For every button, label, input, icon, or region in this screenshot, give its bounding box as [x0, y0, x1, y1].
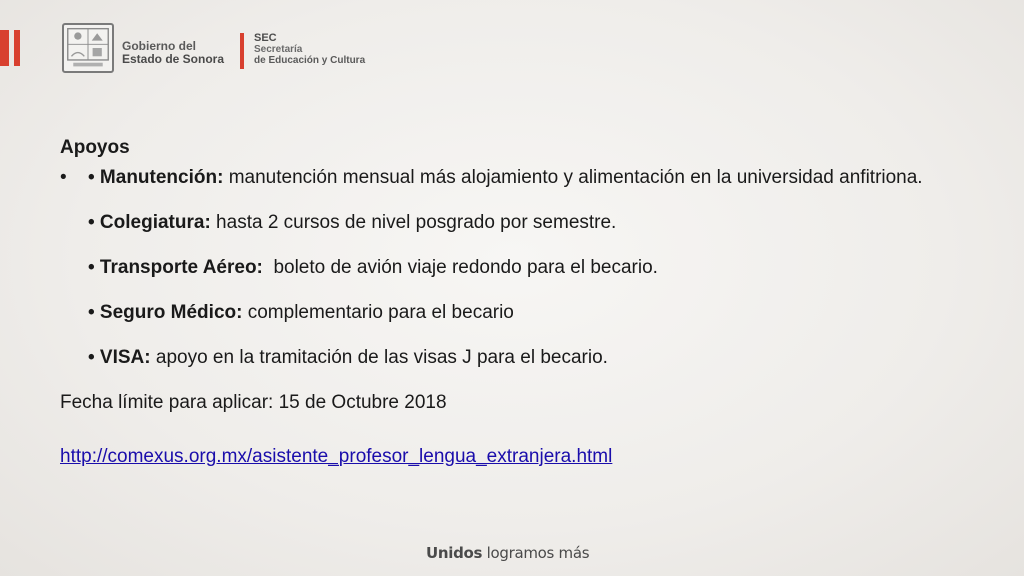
- list-item: [88, 256, 948, 279]
- list-item: [88, 166, 948, 189]
- sec-line1: Secretaría: [254, 44, 303, 55]
- item-term: • VISA:: [88, 347, 151, 368]
- support-list: [60, 166, 960, 369]
- list-bullet: •: [60, 167, 67, 188]
- item-term: • Seguro Médico:: [88, 302, 243, 323]
- state-seal-logo: [62, 23, 114, 73]
- item-term: • Transporte Aéreo:: [88, 257, 263, 278]
- slogan-bold: Unidos: [426, 544, 483, 562]
- slogan-rest: logramos más: [482, 544, 590, 562]
- item-text: boleto de avión viaje redondo para el becario.: [262, 257, 658, 278]
- sec-wordmark: [254, 32, 414, 66]
- deadline-text: Fecha límite para aplicar: 15 de Octubre 2018: [60, 392, 447, 413]
- accent-bars: [0, 30, 24, 66]
- item-term: • Colegiatura:: [88, 212, 211, 233]
- footer-slogan: [426, 544, 589, 562]
- government-line2: Estado de Sonora: [122, 52, 225, 66]
- seal-icon: [64, 25, 112, 71]
- sec-abbreviation: SEC: [254, 32, 277, 44]
- list-item: [88, 301, 948, 324]
- government-wordmark: [122, 40, 237, 66]
- header-divider: [240, 33, 244, 69]
- accent-bar: [14, 30, 20, 66]
- slide-content: [60, 136, 960, 469]
- item-term: • Manutención:: [88, 167, 224, 188]
- item-text: manutención mensual más alojamiento y alimentación en la universidad anfitriona.: [223, 167, 923, 188]
- item-text: hasta 2 cursos de nivel posgrado por semestre.: [210, 212, 617, 233]
- government-line1: Gobierno del: [122, 39, 197, 53]
- list-item: [88, 346, 948, 369]
- item-text: complementario para el becario: [242, 302, 514, 323]
- item-text: apoyo en la tramitación de las visas J para el becario.: [150, 347, 608, 368]
- program-link[interactable]: http://comexus.org.mx/asistente_profesor_lengua_extranjera.html: [60, 446, 613, 467]
- section-heading: Apoyos: [60, 137, 130, 158]
- list-item: [88, 211, 948, 234]
- sec-line2: de Educación y Cultura: [254, 55, 366, 66]
- accent-bar: [0, 30, 9, 66]
